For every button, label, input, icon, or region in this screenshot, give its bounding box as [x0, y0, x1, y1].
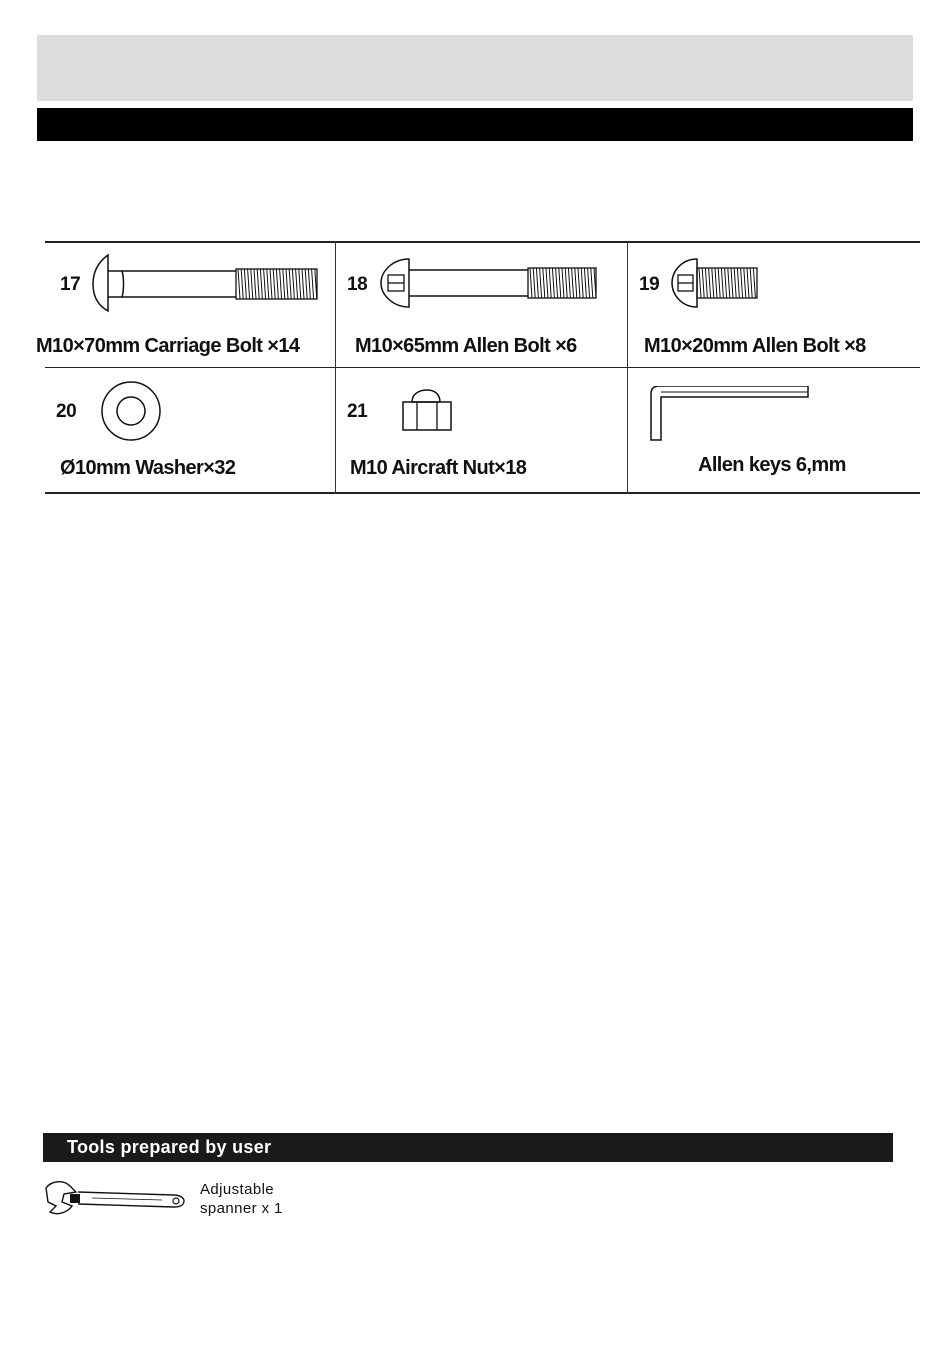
- part-label: Ø10mm Washer×32: [60, 457, 236, 479]
- tools-section-title: Tools prepared by user: [67, 1137, 272, 1157]
- washer-icon: [100, 380, 164, 444]
- part-cell-20: [45, 368, 335, 493]
- thread-line: [584, 268, 586, 298]
- thread-line: [731, 268, 733, 298]
- thread-line: [305, 269, 307, 299]
- thread-line: [241, 269, 243, 299]
- thread-line: [702, 268, 704, 298]
- allen-bolt-short-icon: [667, 251, 762, 313]
- thread-line: [260, 269, 262, 299]
- thread-line: [565, 268, 567, 298]
- thread-line: [280, 269, 282, 299]
- thread-line: [741, 268, 743, 298]
- thread-line: [699, 268, 701, 298]
- allen-key-icon: [650, 386, 810, 444]
- part-label: M10×65mm Allen Bolt ×6: [355, 335, 577, 357]
- thread-line: [591, 268, 593, 298]
- thread-line: [747, 268, 749, 298]
- thread-line: [248, 269, 250, 299]
- thread-line: [578, 268, 580, 298]
- part-number: 18: [347, 274, 368, 295]
- thread-line: [292, 269, 294, 299]
- part-number: 17: [60, 274, 81, 295]
- thread-line: [296, 269, 298, 299]
- thread-line: [734, 268, 736, 298]
- tools-section-bar: [43, 1133, 893, 1162]
- part-number: 20: [56, 401, 77, 422]
- part-number: 21: [347, 401, 368, 422]
- thread-line: [238, 269, 240, 299]
- thread-line: [273, 269, 275, 299]
- part-cell-allen-keys: [628, 368, 918, 493]
- thread-line: [257, 269, 259, 299]
- thread-line: [744, 268, 746, 298]
- thread-line: [737, 268, 739, 298]
- thread-line: [705, 268, 707, 298]
- thread-line: [308, 269, 310, 299]
- thread-line: [549, 268, 551, 298]
- thread-line: [728, 268, 730, 298]
- thread-line: [750, 268, 752, 298]
- thread-line: [546, 268, 548, 298]
- thread-line: [264, 269, 266, 299]
- part-label: M10 Aircraft Nut×18: [350, 457, 527, 479]
- thread-line: [572, 268, 574, 298]
- tool-item-line: spanner x 1: [200, 1200, 283, 1217]
- thread-line: [270, 269, 272, 299]
- thread-line: [289, 269, 291, 299]
- header-band: [37, 35, 913, 101]
- thread-line: [559, 268, 561, 298]
- thread-line: [533, 268, 535, 298]
- part-number: 19: [639, 274, 660, 295]
- thread-line: [709, 268, 711, 298]
- section-title-bar: [37, 108, 913, 141]
- part-cell-21: [336, 368, 626, 493]
- thread-line: [244, 269, 246, 299]
- carriage-bolt-icon: [91, 251, 321, 313]
- thread-line: [251, 269, 253, 299]
- thread-line: [575, 268, 577, 298]
- part-label: Allen keys 6,mm: [698, 454, 846, 476]
- thread-line: [276, 269, 278, 299]
- thread-line: [753, 268, 755, 298]
- thread-line: [540, 268, 542, 298]
- thread-line: [721, 268, 723, 298]
- thread-line: [556, 268, 558, 298]
- part-label: M10×20mm Allen Bolt ×8: [644, 335, 866, 357]
- thread-line: [286, 269, 288, 299]
- tool-item-label: [200, 1180, 283, 1218]
- thread-line: [543, 268, 545, 298]
- tool-item-line: Adjustable: [200, 1181, 275, 1198]
- thread-line: [302, 269, 304, 299]
- thread-line: [581, 268, 583, 298]
- part-cell-17: [36, 241, 335, 366]
- part-label: M10×70mm Carriage Bolt ×14: [36, 335, 300, 357]
- thread-line: [715, 268, 717, 298]
- thread-line: [725, 268, 727, 298]
- thread-line: [712, 268, 714, 298]
- thread-line: [536, 268, 538, 298]
- thread-line: [283, 269, 285, 299]
- thread-line: [312, 269, 314, 299]
- thread-line: [254, 269, 256, 299]
- thread-line: [718, 268, 720, 298]
- thread-line: [568, 268, 570, 298]
- part-cell-19: [628, 241, 918, 366]
- thread-line: [299, 269, 301, 299]
- adjustable-spanner-icon: [42, 1178, 187, 1220]
- parts-table: [36, 241, 920, 494]
- thread-line: [267, 269, 269, 299]
- part-cell-18: [336, 241, 626, 366]
- thread-line: [562, 268, 564, 298]
- allen-bolt-long-icon: [375, 251, 600, 313]
- thread-line: [530, 268, 532, 298]
- thread-line: [588, 268, 590, 298]
- aircraft-nut-icon: [400, 388, 460, 434]
- thread-line: [552, 268, 554, 298]
